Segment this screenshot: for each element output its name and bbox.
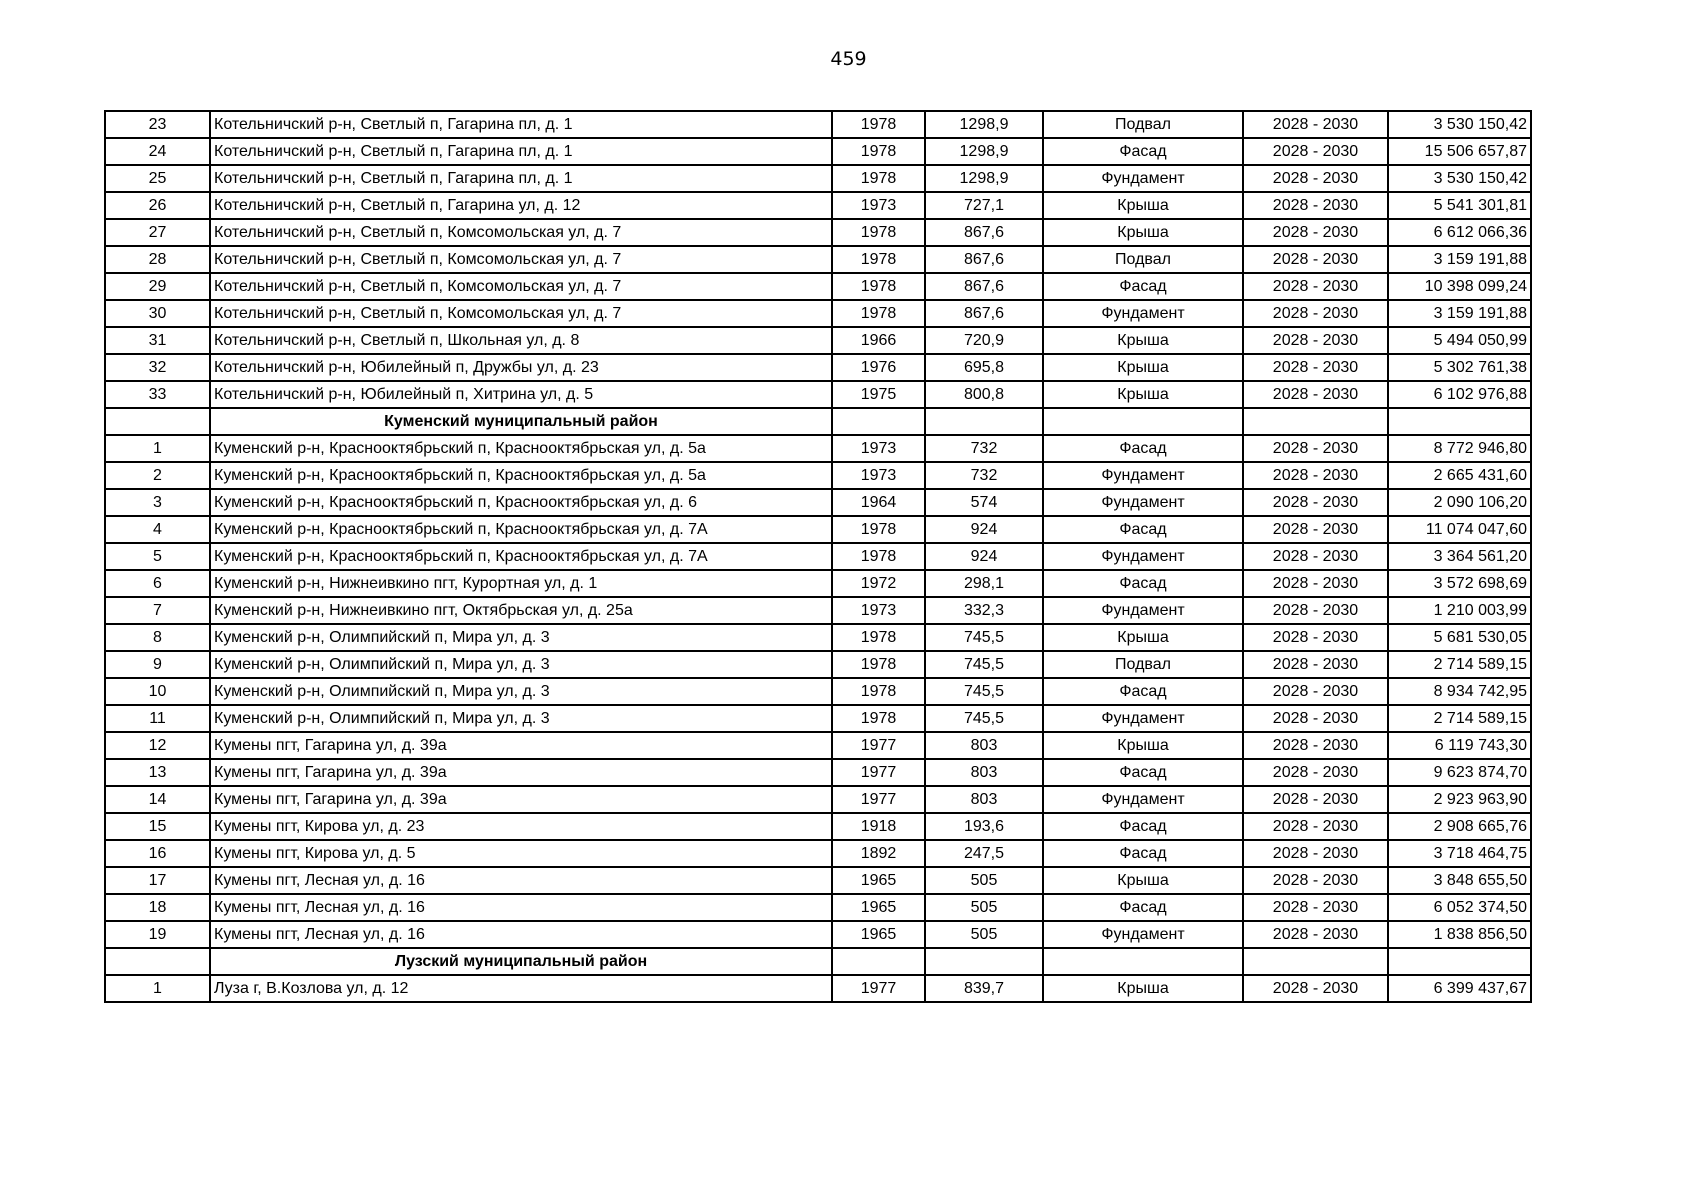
row-address: Котельничский р-н, Светлый п, Гагарина пл, д. 1	[210, 111, 832, 138]
row-period: 2028 - 2030	[1243, 489, 1388, 516]
row-year: 1978	[832, 219, 925, 246]
row-number: 15	[105, 813, 210, 840]
row-address: Котельничский р-н, Светлый п, Комсомольская ул, д. 7	[210, 219, 832, 246]
table-row	[105, 381, 1531, 408]
row-area: 193,6	[925, 813, 1043, 840]
row-area: 839,7	[925, 975, 1043, 1002]
row-work-type: Фасад	[1043, 138, 1243, 165]
row-period: 2028 - 2030	[1243, 165, 1388, 192]
row-period: 2028 - 2030	[1243, 759, 1388, 786]
row-area: 505	[925, 867, 1043, 894]
row-number: 24	[105, 138, 210, 165]
row-address: Куменский р-н, Краснооктябрьский п, Краснооктябрьская ул, д. 6	[210, 489, 832, 516]
row-number: 16	[105, 840, 210, 867]
table-row	[105, 435, 1531, 462]
row-area: 800,8	[925, 381, 1043, 408]
row-year: 1978	[832, 678, 925, 705]
row-cost: 1 210 003,99	[1388, 597, 1531, 624]
row-cost: 8 772 946,80	[1388, 435, 1531, 462]
row-period: 2028 - 2030	[1243, 111, 1388, 138]
row-work-type: Фундамент	[1043, 597, 1243, 624]
row-area: 732	[925, 462, 1043, 489]
row-number: 23	[105, 111, 210, 138]
table-body	[105, 111, 1531, 1002]
row-area: 745,5	[925, 624, 1043, 651]
row-work-type: Фасад	[1043, 516, 1243, 543]
row-period: 2028 - 2030	[1243, 273, 1388, 300]
row-year: 1964	[832, 489, 925, 516]
table-row	[105, 759, 1531, 786]
row-address: Кумены пгт, Гагарина ул, д. 39а	[210, 759, 832, 786]
row-address: Котельничский р-н, Юбилейный п, Дружбы ул, д. 23	[210, 354, 832, 381]
row-address: Кумены пгт, Лесная ул, д. 16	[210, 894, 832, 921]
row-address: Кумены пгт, Гагарина ул, д. 39а	[210, 786, 832, 813]
row-year: 1978	[832, 138, 925, 165]
row-number: 25	[105, 165, 210, 192]
row-number: 7	[105, 597, 210, 624]
row-area: 505	[925, 894, 1043, 921]
row-address: Куменский р-н, Краснооктябрьский п, Краснооктябрьская ул, д. 5а	[210, 435, 832, 462]
row-work-type: Крыша	[1043, 192, 1243, 219]
row-work-type: Фундамент	[1043, 786, 1243, 813]
row-cost: 3 364 561,20	[1388, 543, 1531, 570]
row-period: 2028 - 2030	[1243, 840, 1388, 867]
table-row	[105, 489, 1531, 516]
row-cost: 2 714 589,15	[1388, 705, 1531, 732]
row-cost: 3 530 150,42	[1388, 111, 1531, 138]
row-year: 1977	[832, 759, 925, 786]
row-area: 867,6	[925, 219, 1043, 246]
row-address: Куменский р-н, Олимпийский п, Мира ул, д. 3	[210, 651, 832, 678]
row-year: 1972	[832, 570, 925, 597]
row-number: 30	[105, 300, 210, 327]
row-cost: 5 681 530,05	[1388, 624, 1531, 651]
empty-cell	[1243, 948, 1388, 975]
row-address: Котельничский р-н, Светлый п, Гагарина пл, д. 1	[210, 165, 832, 192]
row-area: 1298,9	[925, 138, 1043, 165]
row-year: 1965	[832, 921, 925, 948]
row-cost: 6 102 976,88	[1388, 381, 1531, 408]
row-address: Котельничский р-н, Светлый п, Гагарина пл, д. 1	[210, 138, 832, 165]
row-number: 12	[105, 732, 210, 759]
row-number: 10	[105, 678, 210, 705]
row-area: 695,8	[925, 354, 1043, 381]
page-number: 459	[830, 48, 867, 70]
row-work-type: Крыша	[1043, 354, 1243, 381]
row-area: 298,1	[925, 570, 1043, 597]
section-row	[105, 408, 1531, 435]
row-number: 29	[105, 273, 210, 300]
row-cost: 3 530 150,42	[1388, 165, 1531, 192]
row-cost: 2 090 106,20	[1388, 489, 1531, 516]
row-address: Кумены пгт, Кирова ул, д. 23	[210, 813, 832, 840]
row-year: 1978	[832, 705, 925, 732]
row-work-type: Фундамент	[1043, 489, 1243, 516]
row-work-type: Фасад	[1043, 759, 1243, 786]
row-cost: 6 119 743,30	[1388, 732, 1531, 759]
row-work-type: Крыша	[1043, 624, 1243, 651]
table-row	[105, 624, 1531, 651]
table-row	[105, 597, 1531, 624]
row-address: Куменский р-н, Олимпийский п, Мира ул, д. 3	[210, 624, 832, 651]
empty-cell	[925, 948, 1043, 975]
row-address: Куменский р-н, Олимпийский п, Мира ул, д. 3	[210, 705, 832, 732]
row-address: Куменский р-н, Краснооктябрьский п, Краснооктябрьская ул, д. 7А	[210, 543, 832, 570]
row-cost: 3 159 191,88	[1388, 246, 1531, 273]
row-year: 1966	[832, 327, 925, 354]
table-row	[105, 894, 1531, 921]
section-row	[105, 948, 1531, 975]
table-row	[105, 732, 1531, 759]
row-cost: 6 052 374,50	[1388, 894, 1531, 921]
row-period: 2028 - 2030	[1243, 705, 1388, 732]
row-work-type: Фасад	[1043, 894, 1243, 921]
row-period: 2028 - 2030	[1243, 732, 1388, 759]
row-work-type: Фасад	[1043, 840, 1243, 867]
row-period: 2028 - 2030	[1243, 624, 1388, 651]
row-number: 2	[105, 462, 210, 489]
row-work-type: Крыша	[1043, 327, 1243, 354]
row-year: 1892	[832, 840, 925, 867]
table-row	[105, 813, 1531, 840]
row-cost: 5 302 761,38	[1388, 354, 1531, 381]
table-row	[105, 705, 1531, 732]
row-number: 6	[105, 570, 210, 597]
row-period: 2028 - 2030	[1243, 867, 1388, 894]
row-number: 17	[105, 867, 210, 894]
row-period: 2028 - 2030	[1243, 219, 1388, 246]
row-cost: 5 494 050,99	[1388, 327, 1531, 354]
row-year: 1978	[832, 516, 925, 543]
row-area: 867,6	[925, 273, 1043, 300]
row-year: 1977	[832, 732, 925, 759]
table-row	[105, 840, 1531, 867]
row-work-type: Крыша	[1043, 867, 1243, 894]
table-row	[105, 786, 1531, 813]
empty-cell	[1043, 948, 1243, 975]
table-row	[105, 543, 1531, 570]
row-period: 2028 - 2030	[1243, 813, 1388, 840]
table-row	[105, 111, 1531, 138]
row-period: 2028 - 2030	[1243, 786, 1388, 813]
row-year: 1978	[832, 246, 925, 273]
row-year: 1976	[832, 354, 925, 381]
row-period: 2028 - 2030	[1243, 462, 1388, 489]
table-row	[105, 246, 1531, 273]
row-cost: 10 398 099,24	[1388, 273, 1531, 300]
row-number: 19	[105, 921, 210, 948]
row-cost: 6 399 437,67	[1388, 975, 1531, 1002]
row-address: Куменский р-н, Краснооктябрьский п, Краснооктябрьская ул, д. 7А	[210, 516, 832, 543]
row-work-type: Подвал	[1043, 246, 1243, 273]
row-year: 1978	[832, 624, 925, 651]
row-cost: 2 714 589,15	[1388, 651, 1531, 678]
row-work-type: Крыша	[1043, 219, 1243, 246]
table-row	[105, 165, 1531, 192]
row-period: 2028 - 2030	[1243, 651, 1388, 678]
row-period: 2028 - 2030	[1243, 570, 1388, 597]
row-year: 1965	[832, 894, 925, 921]
row-period: 2028 - 2030	[1243, 516, 1388, 543]
row-address: Куменский р-н, Нижнеивкино пгт, Октябрьская ул, д. 25а	[210, 597, 832, 624]
row-address: Котельничский р-н, Светлый п, Комсомольская ул, д. 7	[210, 273, 832, 300]
row-number: 14	[105, 786, 210, 813]
row-year: 1975	[832, 381, 925, 408]
row-period: 2028 - 2030	[1243, 192, 1388, 219]
table-row	[105, 678, 1531, 705]
row-year: 1973	[832, 435, 925, 462]
row-work-type: Фасад	[1043, 678, 1243, 705]
row-number: 1	[105, 435, 210, 462]
row-work-type: Фасад	[1043, 813, 1243, 840]
table-row	[105, 975, 1531, 1002]
table-row	[105, 516, 1531, 543]
row-cost: 3 572 698,69	[1388, 570, 1531, 597]
row-address: Куменский р-н, Олимпийский п, Мира ул, д. 3	[210, 678, 832, 705]
row-area: 867,6	[925, 300, 1043, 327]
row-work-type: Фундамент	[1043, 300, 1243, 327]
row-area: 924	[925, 543, 1043, 570]
row-address: Кумены пгт, Гагарина ул, д. 39а	[210, 732, 832, 759]
row-work-type: Крыша	[1043, 381, 1243, 408]
row-area: 924	[925, 516, 1043, 543]
row-cost: 5 541 301,81	[1388, 192, 1531, 219]
row-number: 27	[105, 219, 210, 246]
row-year: 1973	[832, 597, 925, 624]
row-work-type: Фундамент	[1043, 543, 1243, 570]
row-period: 2028 - 2030	[1243, 246, 1388, 273]
row-address: Котельничский р-н, Светлый п, Комсомольская ул, д. 7	[210, 300, 832, 327]
row-address: Котельничский р-н, Светлый п, Комсомольская ул, д. 7	[210, 246, 832, 273]
row-area: 803	[925, 786, 1043, 813]
row-area: 732	[925, 435, 1043, 462]
row-number: 31	[105, 327, 210, 354]
row-work-type: Подвал	[1043, 651, 1243, 678]
row-period: 2028 - 2030	[1243, 435, 1388, 462]
row-area: 867,6	[925, 246, 1043, 273]
empty-cell	[832, 948, 925, 975]
row-number: 32	[105, 354, 210, 381]
table-row	[105, 354, 1531, 381]
row-cost: 3 159 191,88	[1388, 300, 1531, 327]
table-row	[105, 651, 1531, 678]
row-year: 1978	[832, 300, 925, 327]
table-row	[105, 273, 1531, 300]
row-year: 1978	[832, 651, 925, 678]
row-address: Луза г, В.Козлова ул, д. 12	[210, 975, 832, 1002]
row-address: Кумены пгт, Кирова ул, д. 5	[210, 840, 832, 867]
row-area: 727,1	[925, 192, 1043, 219]
section-title: Куменский муниципальный район	[210, 408, 832, 435]
row-year: 1977	[832, 786, 925, 813]
row-year: 1973	[832, 192, 925, 219]
row-year: 1978	[832, 273, 925, 300]
row-area: 247,5	[925, 840, 1043, 867]
table-row	[105, 867, 1531, 894]
row-address: Кумены пгт, Лесная ул, д. 16	[210, 867, 832, 894]
row-cost: 8 934 742,95	[1388, 678, 1531, 705]
row-number: 28	[105, 246, 210, 273]
row-number: 33	[105, 381, 210, 408]
table-row	[105, 921, 1531, 948]
table-row	[105, 462, 1531, 489]
row-work-type: Фасад	[1043, 435, 1243, 462]
row-area: 574	[925, 489, 1043, 516]
row-area: 745,5	[925, 678, 1043, 705]
row-number: 1	[105, 975, 210, 1002]
table-row	[105, 219, 1531, 246]
row-period: 2028 - 2030	[1243, 327, 1388, 354]
row-work-type: Фасад	[1043, 570, 1243, 597]
row-period: 2028 - 2030	[1243, 381, 1388, 408]
row-year: 1973	[832, 462, 925, 489]
row-work-type: Крыша	[1043, 732, 1243, 759]
row-period: 2028 - 2030	[1243, 975, 1388, 1002]
row-work-type: Фундамент	[1043, 705, 1243, 732]
row-cost: 6 612 066,36	[1388, 219, 1531, 246]
row-area: 803	[925, 732, 1043, 759]
row-year: 1978	[832, 111, 925, 138]
empty-cell	[1043, 408, 1243, 435]
row-area: 720,9	[925, 327, 1043, 354]
row-cost: 2 908 665,76	[1388, 813, 1531, 840]
row-work-type: Крыша	[1043, 975, 1243, 1002]
row-period: 2028 - 2030	[1243, 894, 1388, 921]
row-cost: 2 923 963,90	[1388, 786, 1531, 813]
row-number: 26	[105, 192, 210, 219]
row-number: 3	[105, 489, 210, 516]
row-period: 2028 - 2030	[1243, 138, 1388, 165]
row-period: 2028 - 2030	[1243, 543, 1388, 570]
row-work-type: Фасад	[1043, 273, 1243, 300]
row-area: 745,5	[925, 651, 1043, 678]
row-area: 1298,9	[925, 165, 1043, 192]
row-year: 1977	[832, 975, 925, 1002]
row-year: 1965	[832, 867, 925, 894]
row-period: 2028 - 2030	[1243, 300, 1388, 327]
row-area: 505	[925, 921, 1043, 948]
row-cost: 3 718 464,75	[1388, 840, 1531, 867]
table-row	[105, 570, 1531, 597]
row-work-type: Фундамент	[1043, 165, 1243, 192]
table-row	[105, 327, 1531, 354]
row-number: 18	[105, 894, 210, 921]
row-period: 2028 - 2030	[1243, 597, 1388, 624]
row-cost: 3 848 655,50	[1388, 867, 1531, 894]
repair-program-table	[104, 110, 1532, 1003]
row-work-type: Фундамент	[1043, 921, 1243, 948]
row-cost: 1 838 856,50	[1388, 921, 1531, 948]
empty-cell	[1388, 948, 1531, 975]
empty-cell	[925, 408, 1043, 435]
row-cost: 2 665 431,60	[1388, 462, 1531, 489]
row-year: 1978	[832, 165, 925, 192]
row-year: 1918	[832, 813, 925, 840]
row-number: 4	[105, 516, 210, 543]
row-number: 11	[105, 705, 210, 732]
empty-cell	[105, 948, 210, 975]
table-row	[105, 192, 1531, 219]
row-area: 745,5	[925, 705, 1043, 732]
row-area: 1298,9	[925, 111, 1043, 138]
row-period: 2028 - 2030	[1243, 678, 1388, 705]
empty-cell	[1388, 408, 1531, 435]
row-period: 2028 - 2030	[1243, 354, 1388, 381]
row-period: 2028 - 2030	[1243, 921, 1388, 948]
row-address: Куменский р-н, Нижнеивкино пгт, Курортная ул, д. 1	[210, 570, 832, 597]
row-number: 13	[105, 759, 210, 786]
table-row	[105, 300, 1531, 327]
row-cost: 15 506 657,87	[1388, 138, 1531, 165]
row-address: Куменский р-н, Краснооктябрьский п, Краснооктябрьская ул, д. 5а	[210, 462, 832, 489]
row-number: 9	[105, 651, 210, 678]
empty-cell	[105, 408, 210, 435]
row-address: Котельничский р-н, Юбилейный п, Хитрина ул, д. 5	[210, 381, 832, 408]
table-row	[105, 138, 1531, 165]
row-cost: 9 623 874,70	[1388, 759, 1531, 786]
section-title: Лузский муниципальный район	[210, 948, 832, 975]
row-year: 1978	[832, 543, 925, 570]
empty-cell	[1243, 408, 1388, 435]
row-address: Котельничский р-н, Светлый п, Школьная ул, д. 8	[210, 327, 832, 354]
row-address: Котельничский р-н, Светлый п, Гагарина ул, д. 12	[210, 192, 832, 219]
row-cost: 11 074 047,60	[1388, 516, 1531, 543]
row-number: 5	[105, 543, 210, 570]
row-work-type: Фундамент	[1043, 462, 1243, 489]
empty-cell	[832, 408, 925, 435]
row-work-type: Подвал	[1043, 111, 1243, 138]
row-area: 332,3	[925, 597, 1043, 624]
row-number: 8	[105, 624, 210, 651]
row-address: Кумены пгт, Лесная ул, д. 16	[210, 921, 832, 948]
row-area: 803	[925, 759, 1043, 786]
